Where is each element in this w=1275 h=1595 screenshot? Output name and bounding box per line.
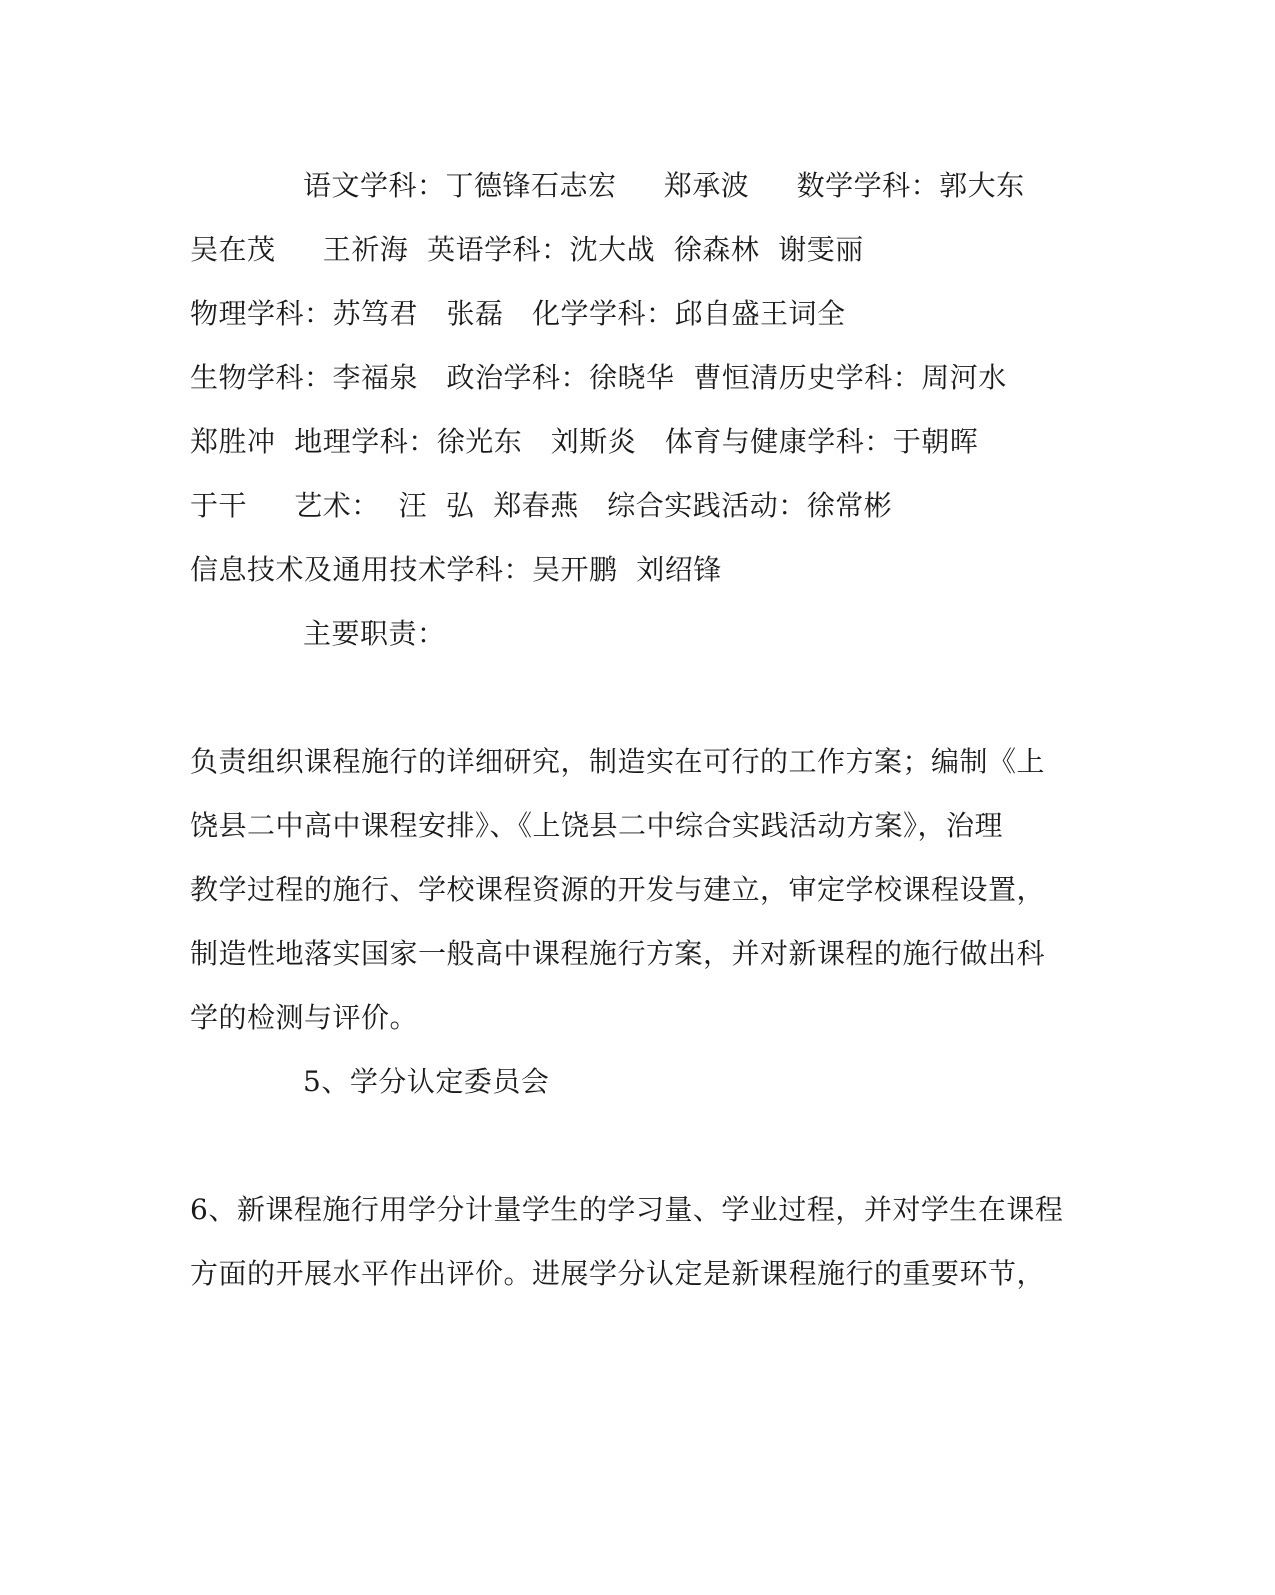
duties-line-4: 制造性地落实国家一般高中课程施行方案，并对新课程的施行做出科	[190, 937, 1046, 970]
section-heading: 5、学分认定委员会	[303, 1065, 550, 1098]
committee-line-5: 郑胜冲 地理学科：徐光东 刘斯炎 体育与健康学科：于朝晖	[190, 425, 979, 458]
section-line-2: 方面的开展水平作出评价。进展学分认定是新课程施行的重要环节，	[190, 1257, 1046, 1290]
duties-line-1: 负责组织课程施行的详细研究，制造实在可行的工作方案；编制《上	[190, 745, 1046, 778]
committee-line-4: 生物学科：李福泉 政治学科：徐晓华 曹恒清历史学科：周河水	[190, 361, 1007, 394]
committee-line-6: 于干 艺术： 汪 弘 郑春燕 综合实践活动：徐常彬	[190, 489, 893, 522]
committee-line-1: 语文学科：丁德锋石志宏 郑承波 数学学科：郭大东	[303, 169, 1025, 202]
duties-heading: 主要职责：	[303, 617, 446, 650]
committee-line-3: 物理学科：苏笃君 张磊 化学学科：邱自盛王词全	[190, 297, 846, 330]
committee-line-7: 信息技术及通用技术学科：吴开鹏 刘绍锋	[190, 553, 722, 586]
duties-line-3: 教学过程的施行、学校课程资源的开发与建立，审定学校课程设置，	[190, 873, 1046, 906]
duties-line-5: 学的检测与评价。	[190, 1001, 419, 1034]
committee-line-2: 吴在茂 王祈海 英语学科：沈大战 徐森林 谢雯丽	[190, 233, 864, 266]
section-line-1: 6、新课程施行用学分计量学生的学习量、学业过程，并对学生在课程	[190, 1193, 1064, 1226]
duties-line-2: 饶县二中高中课程安排》、《上饶县二中综合实践活动方案》，治理	[190, 809, 1004, 842]
